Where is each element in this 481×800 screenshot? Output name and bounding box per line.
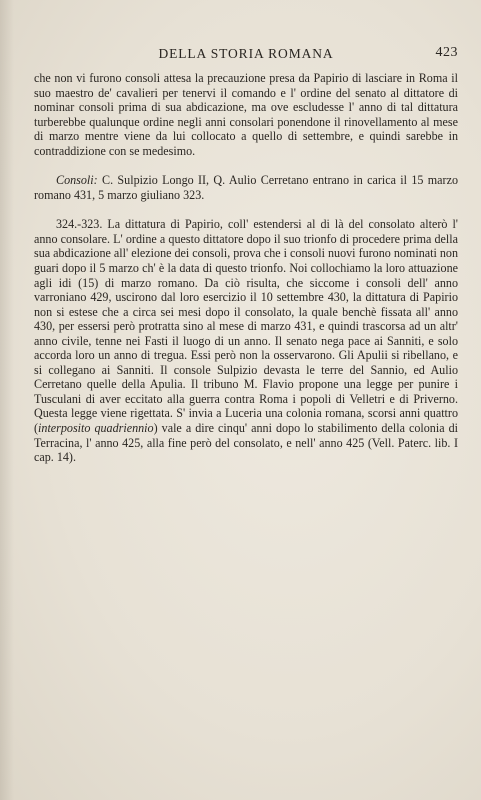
- main-text-italic: interposito quadriennio: [38, 421, 154, 436]
- consoli-text: C. Sulpizio Longo II, Q. Aulio Cerretano entrano in carica il 15 marzo romano 431, 5 marzo giuliano 323.: [34, 173, 458, 202]
- paragraph-consoli: [34, 173, 458, 202]
- main-text-part1: 324.-323. La dittatura di Papirio, coll' estendersi al di là del consolato alterò l' anno consolare. L' ordine a questo dittatore dopo il suo trionfo di procedere prima della sua abdicazione all' elezione dei consoli, prova che i consoli nuovi furono nominati non guari dopo il 5 marzo ch' è la data di questo trionfo. Noi collochiamo la loro attuazione agli idi (15) di marzo romano. Da ciò risulta, che siccome i consoli dell' anno varroniano 429, uscirono dal loro esercizio il 10 settembre 430, la dittatura di Papirio non si estese che a circa sei mesi dopo il consolato, la quale benchè fissata all' anno 430, per essersi però protratta sino al mese di marzo 431, e quindi trascorsa ad un altr' anno civile, tenne nei Fasti il luogo di un anno. Il senato nega pace ai Sanniti, e solo accorda loro un anno di tregua. Essi però non la osservarono. Gli Apulii si ribellano, e si collegano ai Sanniti. Il console Sulpizio devasta le terre del Sannio, ed Aulio Cerretano quelle della Apulia. Il tribuno M. Flavio propone una legge per punire i Tusculani di aver eccitato alla guerra contra Roma i popoli di Velletri e di Priverno. Questa legge viene rigettata. S' invia a Luceria una colonia romana, scorsi anni quattro (: [34, 217, 458, 436]
- paragraph-continuation: che non vi furono consoli attesa la precauzione presa da Papirio di lasciare in Roma il suo maestro de' cavalieri per tenervi il comando e l' ordine del senato al dittatore di nominar consoli prima di sua abdicazione, ma ove escludesse l' anno di tal dittatura turberebbe qualunque ordine negli anni consolari ponendone il rinovellamento al mese di marzo mentre viene da lui collocato a quello di settembre, e quindi sarebbe in contraddizione con se medesimo.: [34, 71, 458, 158]
- body-text: [34, 71, 458, 465]
- running-head: DELLA STORIA ROMANA: [158, 46, 334, 61]
- page-header: [34, 46, 458, 66]
- paragraph-main: [34, 217, 458, 464]
- page-number: 423: [435, 45, 458, 60]
- main-text-part2: ) vale a dire cinqu' anni dopo lo stabilimento della colonia di Terracina, l' anno 425, alla fine però del consolato, e nell' anno 425 (Vell. Paterc. lib. I cap. 14).: [34, 421, 458, 465]
- consoli-label: Consoli:: [56, 173, 98, 188]
